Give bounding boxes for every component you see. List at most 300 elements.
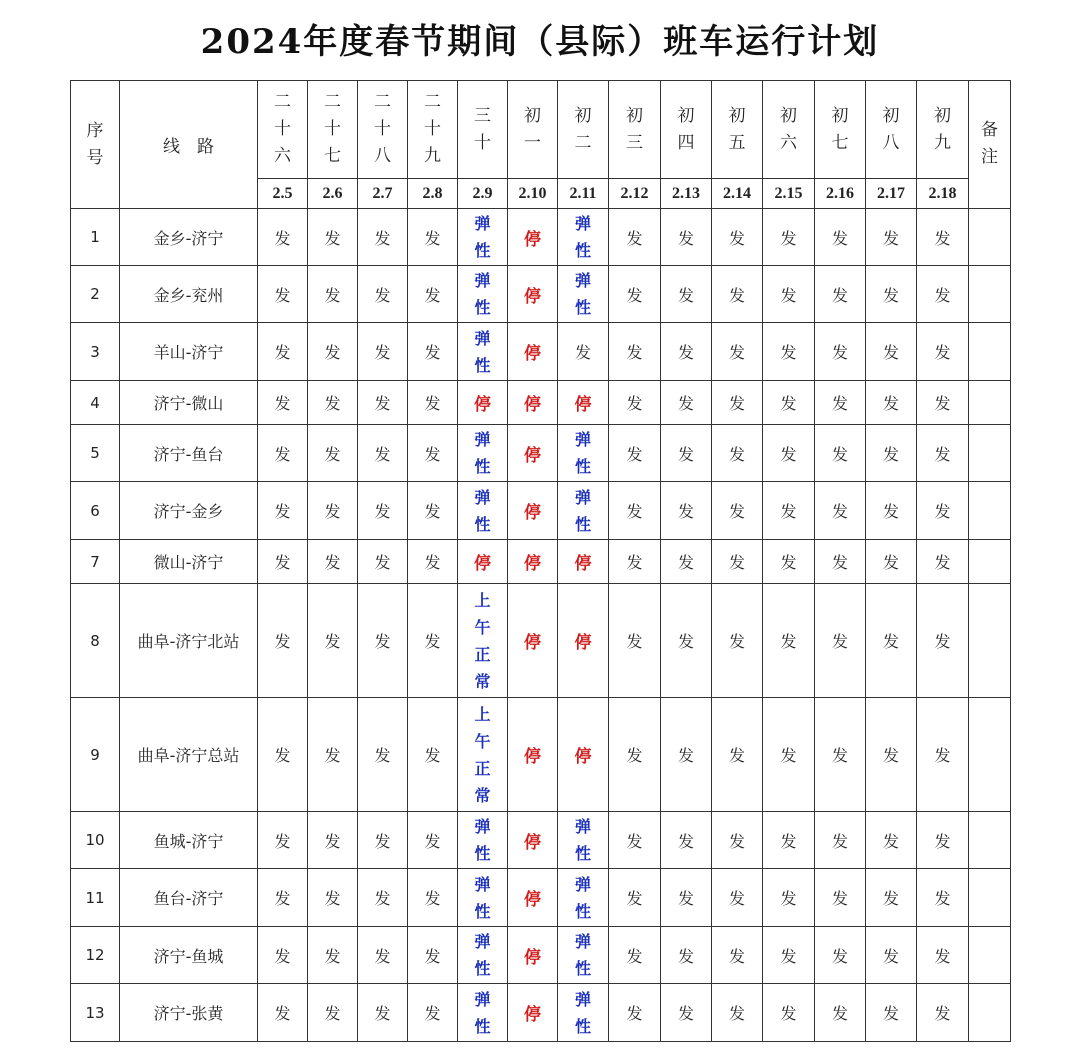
- header-route: [120, 81, 258, 209]
- status-cell-normal: [763, 209, 815, 266]
- status-text: 发: [934, 746, 951, 765]
- status-cell-normal: [408, 266, 458, 323]
- status-text: 发: [882, 1004, 899, 1023]
- status-text: 发: [728, 746, 745, 765]
- status-text: 发: [324, 343, 341, 362]
- header-date: 2.7: [358, 179, 408, 209]
- row-seq: 13: [71, 984, 120, 1042]
- status-text: 弹性: [574, 932, 591, 978]
- header-remark: [969, 81, 1011, 209]
- status-cell-stop: [508, 984, 558, 1042]
- status-cell-normal: [258, 698, 308, 812]
- status-cell-normal: [917, 266, 969, 323]
- row-route: 济宁-张黄: [120, 984, 258, 1042]
- status-cell-normal: [866, 927, 917, 984]
- status-text: 发: [882, 444, 899, 464]
- row-seq: 12: [71, 927, 120, 984]
- status-text: 发: [882, 285, 899, 305]
- status-cell-normal: [763, 984, 815, 1042]
- status-cell-normal: [866, 381, 917, 425]
- status-cell-normal: [408, 482, 458, 540]
- row-remark: [969, 584, 1011, 698]
- status-text: 发: [831, 746, 848, 765]
- row-seq: 7: [71, 540, 120, 584]
- status-cell-normal: [308, 812, 358, 869]
- status-cell-normal: [917, 869, 969, 927]
- status-text: 发: [831, 553, 848, 572]
- row-remark: [969, 266, 1011, 323]
- status-text: 发: [324, 394, 341, 413]
- status-cell-normal: [661, 323, 712, 381]
- status-text: 发: [274, 343, 291, 362]
- status-text: 发: [934, 394, 951, 413]
- status-cell-normal: [308, 698, 358, 812]
- status-cell-normal: [917, 323, 969, 381]
- header-lunar-day: [661, 81, 712, 179]
- status-text: 发: [324, 553, 341, 572]
- status-text: 发: [882, 632, 899, 651]
- status-text: 停: [574, 633, 592, 653]
- status-text: 发: [728, 285, 745, 305]
- status-cell-normal: [408, 209, 458, 266]
- header-date: 2.5: [258, 179, 308, 209]
- status-text: 发: [728, 889, 745, 908]
- status-text: 发: [677, 285, 694, 305]
- status-text: 发: [882, 553, 899, 572]
- status-cell-stop: [508, 381, 558, 425]
- status-cell-flex: [458, 869, 508, 927]
- status-text: 发: [626, 553, 643, 572]
- status-text: 发: [374, 444, 391, 464]
- row-remark: [969, 425, 1011, 482]
- status-text: 发: [626, 502, 643, 521]
- status-cell-flex: [458, 425, 508, 482]
- status-cell-normal: [866, 323, 917, 381]
- status-text: 发: [424, 394, 441, 413]
- status-text: 发: [677, 228, 694, 248]
- status-cell-normal: [558, 323, 609, 381]
- status-text: 停: [524, 229, 541, 250]
- status-cell-normal: [258, 381, 308, 425]
- status-cell-flex: [458, 812, 508, 869]
- status-cell-normal: [408, 984, 458, 1042]
- status-text: 发: [934, 502, 951, 521]
- status-cell-normal: [609, 209, 661, 266]
- status-text: 发: [324, 632, 341, 651]
- status-text: 发: [424, 343, 441, 362]
- status-cell-normal: [866, 209, 917, 266]
- status-text: 发: [882, 343, 899, 362]
- status-cell-stop: [508, 812, 558, 869]
- status-text: 发: [424, 946, 441, 966]
- status-text: 发: [626, 632, 643, 651]
- table-row: [71, 540, 1011, 584]
- status-cell-normal: [866, 698, 917, 812]
- status-text: 停: [524, 832, 541, 853]
- row-seq: 11: [71, 869, 120, 927]
- row-seq: 10: [71, 812, 120, 869]
- status-text: 发: [374, 343, 391, 362]
- status-text: 发: [374, 502, 391, 521]
- status-text: 发: [424, 889, 441, 908]
- status-text: 发: [374, 394, 391, 413]
- status-text: 发: [424, 553, 441, 572]
- status-cell-stop: [558, 584, 609, 698]
- status-cell-normal: [815, 540, 866, 584]
- status-text: 发: [424, 632, 441, 651]
- status-text: 停: [574, 554, 592, 574]
- status-cell-normal: [917, 209, 969, 266]
- status-text: 发: [934, 285, 951, 305]
- status-cell-normal: [358, 869, 408, 927]
- status-cell-normal: [661, 381, 712, 425]
- header-seq: [71, 81, 120, 209]
- header-remark-label: 备注: [981, 120, 998, 167]
- status-cell-normal: [815, 266, 866, 323]
- status-cell-normal: [661, 984, 712, 1042]
- status-cell-normal: [358, 812, 408, 869]
- table-row: [71, 482, 1011, 540]
- status-cell-stop: [558, 381, 609, 425]
- status-cell-normal: [763, 812, 815, 869]
- header-lunar-day: [763, 81, 815, 179]
- status-text: 发: [324, 228, 341, 248]
- status-cell-normal: [866, 540, 917, 584]
- status-text: 发: [728, 444, 745, 464]
- status-text: 发: [934, 228, 951, 248]
- status-text: 停: [574, 747, 592, 767]
- status-text: 发: [882, 746, 899, 765]
- status-text: 发: [677, 444, 694, 464]
- header-date: 2.12: [609, 179, 661, 209]
- status-text: 发: [274, 394, 291, 413]
- status-text: 发: [934, 946, 951, 966]
- status-text: 发: [831, 444, 848, 464]
- status-text: 停: [524, 344, 541, 364]
- row-route: 济宁-鱼城: [120, 927, 258, 984]
- header-date: 2.16: [815, 179, 866, 209]
- status-cell-normal: [609, 869, 661, 927]
- status-text: 发: [374, 831, 391, 851]
- status-text: 发: [831, 946, 848, 966]
- status-cell-normal: [712, 984, 763, 1042]
- status-cell-normal: [815, 984, 866, 1042]
- status-cell-normal: [815, 927, 866, 984]
- status-text: 发: [728, 1004, 745, 1023]
- row-route: 微山-济宁: [120, 540, 258, 584]
- status-text: 发: [626, 746, 643, 765]
- header-date: 2.14: [712, 179, 763, 209]
- row-route: 济宁-微山: [120, 381, 258, 425]
- status-text: 弹性: [574, 214, 591, 260]
- status-cell-normal: [763, 482, 815, 540]
- status-text: 停: [524, 1005, 541, 1025]
- status-cell-normal: [917, 540, 969, 584]
- status-cell-normal: [258, 209, 308, 266]
- table-row: [71, 812, 1011, 869]
- header-lunar-day-label: 初五: [728, 105, 746, 153]
- status-cell-normal: [661, 812, 712, 869]
- row-route: 金乡-兖州: [120, 266, 258, 323]
- row-remark: [969, 323, 1011, 381]
- status-cell-normal: [308, 984, 358, 1042]
- status-cell-normal: [609, 266, 661, 323]
- status-text: 发: [831, 632, 848, 651]
- status-cell-normal: [866, 584, 917, 698]
- status-cell-normal: [917, 927, 969, 984]
- status-cell-normal: [866, 984, 917, 1042]
- status-text: 发: [274, 632, 291, 651]
- status-text: 发: [324, 444, 341, 464]
- status-text: 发: [574, 343, 591, 362]
- status-cell-flex: [458, 323, 508, 381]
- status-cell-normal: [917, 425, 969, 482]
- status-text: 发: [374, 1004, 391, 1023]
- status-cell-normal: [712, 869, 763, 927]
- status-text: 发: [728, 831, 745, 851]
- status-text: 发: [324, 285, 341, 305]
- row-route: 羊山-济宁: [120, 323, 258, 381]
- table-row: [71, 323, 1011, 381]
- status-text: 发: [677, 553, 694, 572]
- header-lunar-day-label: 初八: [882, 105, 900, 153]
- status-text: 发: [728, 228, 745, 248]
- status-text: 发: [728, 632, 745, 651]
- status-text: 发: [728, 553, 745, 572]
- status-text: 发: [934, 889, 951, 908]
- table-row: [71, 927, 1011, 984]
- status-text: 发: [780, 889, 797, 908]
- status-text: 发: [780, 946, 797, 966]
- status-cell-normal: [917, 584, 969, 698]
- status-cell-stop: [508, 482, 558, 540]
- row-remark: [969, 984, 1011, 1042]
- status-cell-normal: [815, 482, 866, 540]
- status-cell-flex: [458, 266, 508, 323]
- header-lunar-day: [408, 81, 458, 179]
- status-text: 发: [626, 444, 643, 464]
- status-cell-normal: [866, 482, 917, 540]
- status-text: 发: [780, 228, 797, 248]
- row-remark: [969, 381, 1011, 425]
- row-route: 金乡-济宁: [120, 209, 258, 266]
- status-cell-normal: [358, 425, 408, 482]
- status-text: 发: [374, 285, 391, 305]
- status-text: 发: [934, 343, 951, 362]
- status-cell-normal: [258, 869, 308, 927]
- status-cell-normal: [358, 584, 408, 698]
- status-cell-stop: [508, 209, 558, 266]
- status-cell-normal: [609, 323, 661, 381]
- status-text: 发: [324, 889, 341, 908]
- header-lunar-day-label: 初二: [574, 105, 592, 153]
- row-seq: 8: [71, 584, 120, 698]
- status-text: 发: [374, 746, 391, 765]
- status-cell-normal: [609, 812, 661, 869]
- status-cell-normal: [609, 584, 661, 698]
- status-cell-normal: [661, 482, 712, 540]
- row-route: 曲阜-济宁总站: [120, 698, 258, 812]
- status-text: 发: [831, 831, 848, 851]
- status-cell-stop: [458, 540, 508, 584]
- status-cell-normal: [358, 209, 408, 266]
- status-cell-normal: [408, 698, 458, 812]
- row-seq: 4: [71, 381, 120, 425]
- status-text: 发: [728, 394, 745, 413]
- status-cell-normal: [917, 482, 969, 540]
- status-text: 弹性: [474, 487, 491, 534]
- header-date: 2.15: [763, 179, 815, 209]
- status-cell-flex: [558, 425, 609, 482]
- status-text: 停: [524, 947, 541, 968]
- status-text: 发: [882, 502, 899, 521]
- row-remark: [969, 869, 1011, 927]
- status-cell-normal: [358, 381, 408, 425]
- status-text: 停: [524, 286, 541, 307]
- header-lunar-day-label: 二十七: [324, 92, 341, 166]
- status-cell-normal: [609, 540, 661, 584]
- status-text: 发: [934, 444, 951, 464]
- status-text: 发: [728, 343, 745, 362]
- status-text: 发: [626, 1004, 643, 1023]
- header-date: 2.17: [866, 179, 917, 209]
- status-cell-normal: [866, 812, 917, 869]
- row-seq: 3: [71, 323, 120, 381]
- status-text: 发: [677, 343, 694, 362]
- status-text: 上午正常: [474, 704, 491, 805]
- status-text: 发: [274, 746, 291, 765]
- status-cell-normal: [358, 266, 408, 323]
- status-text: 发: [626, 889, 643, 908]
- status-text: 停: [474, 554, 491, 574]
- status-cell-normal: [408, 927, 458, 984]
- status-text: 发: [831, 1004, 848, 1023]
- status-cell-stop: [508, 869, 558, 927]
- status-cell-normal: [609, 381, 661, 425]
- status-text: 发: [626, 946, 643, 966]
- row-seq: 6: [71, 482, 120, 540]
- status-cell-normal: [308, 323, 358, 381]
- status-text: 发: [780, 502, 797, 521]
- header-lunar-day: [712, 81, 763, 179]
- header-lunar-day: [917, 81, 969, 179]
- status-cell-normal: [661, 209, 712, 266]
- status-cell-flex: [558, 812, 609, 869]
- status-text: 发: [831, 343, 848, 362]
- status-text: 停: [524, 503, 541, 523]
- status-cell-normal: [763, 266, 815, 323]
- row-remark: [969, 927, 1011, 984]
- status-text: 发: [374, 946, 391, 966]
- status-text: 发: [882, 228, 899, 248]
- header-lunar-day: [609, 81, 661, 179]
- table-row: [71, 266, 1011, 323]
- status-cell-normal: [815, 812, 866, 869]
- header-lunar-day: [558, 81, 609, 179]
- status-text: 发: [274, 1004, 291, 1023]
- status-cell-normal: [308, 381, 358, 425]
- status-text: 发: [780, 831, 797, 851]
- status-cell-normal: [712, 323, 763, 381]
- status-cell-normal: [609, 984, 661, 1042]
- status-cell-am: [458, 698, 508, 812]
- row-route: 济宁-金乡: [120, 482, 258, 540]
- status-text: 弹性: [474, 989, 491, 1036]
- table-row: [71, 425, 1011, 482]
- status-text: 发: [728, 502, 745, 521]
- status-cell-normal: [712, 698, 763, 812]
- status-text: 弹性: [474, 328, 491, 375]
- status-text: 发: [374, 228, 391, 248]
- status-text: 发: [424, 502, 441, 521]
- row-remark: [969, 540, 1011, 584]
- row-route: 济宁-鱼台: [120, 425, 258, 482]
- status-cell-normal: [408, 584, 458, 698]
- status-cell-stop: [508, 266, 558, 323]
- row-remark: [969, 482, 1011, 540]
- status-text: 发: [934, 632, 951, 651]
- status-cell-normal: [609, 698, 661, 812]
- status-cell-flex: [558, 266, 609, 323]
- status-text: 发: [677, 1004, 694, 1023]
- status-text: 停: [524, 747, 541, 767]
- status-cell-stop: [508, 323, 558, 381]
- status-cell-normal: [661, 584, 712, 698]
- header-lunar-day: [815, 81, 866, 179]
- status-cell-flex: [458, 984, 508, 1042]
- status-cell-normal: [917, 381, 969, 425]
- header-date: 2.11: [558, 179, 609, 209]
- row-route: 曲阜-济宁北站: [120, 584, 258, 698]
- status-cell-normal: [258, 266, 308, 323]
- status-text: 发: [626, 394, 643, 413]
- header-lunar-day-label: 初七: [831, 105, 849, 153]
- status-text: 发: [324, 831, 341, 851]
- status-cell-flex: [558, 482, 609, 540]
- status-text: 弹性: [574, 487, 591, 534]
- status-text: 发: [274, 889, 291, 908]
- status-text: 发: [374, 632, 391, 651]
- status-text: 发: [677, 632, 694, 651]
- status-cell-normal: [408, 540, 458, 584]
- status-cell-normal: [661, 266, 712, 323]
- header-date: 2.18: [917, 179, 969, 209]
- status-cell-normal: [661, 425, 712, 482]
- status-cell-normal: [712, 584, 763, 698]
- status-text: 发: [677, 394, 694, 413]
- row-seq: 2: [71, 266, 120, 323]
- status-text: 停: [574, 395, 592, 415]
- status-cell-flex: [558, 984, 609, 1042]
- table-row: [71, 209, 1011, 266]
- status-text: 发: [831, 889, 848, 908]
- status-cell-flex: [458, 482, 508, 540]
- status-text: 发: [831, 394, 848, 413]
- status-text: 发: [626, 228, 643, 248]
- status-cell-normal: [258, 584, 308, 698]
- status-text: 停: [524, 445, 541, 466]
- status-text: 弹性: [474, 874, 491, 921]
- status-cell-normal: [866, 425, 917, 482]
- status-text: 发: [831, 285, 848, 305]
- status-cell-normal: [308, 266, 358, 323]
- status-cell-am: [458, 584, 508, 698]
- status-cell-normal: [815, 209, 866, 266]
- status-cell-stop: [558, 698, 609, 812]
- status-text: 发: [780, 285, 797, 305]
- schedule-table: [70, 80, 1011, 1042]
- status-cell-normal: [308, 927, 358, 984]
